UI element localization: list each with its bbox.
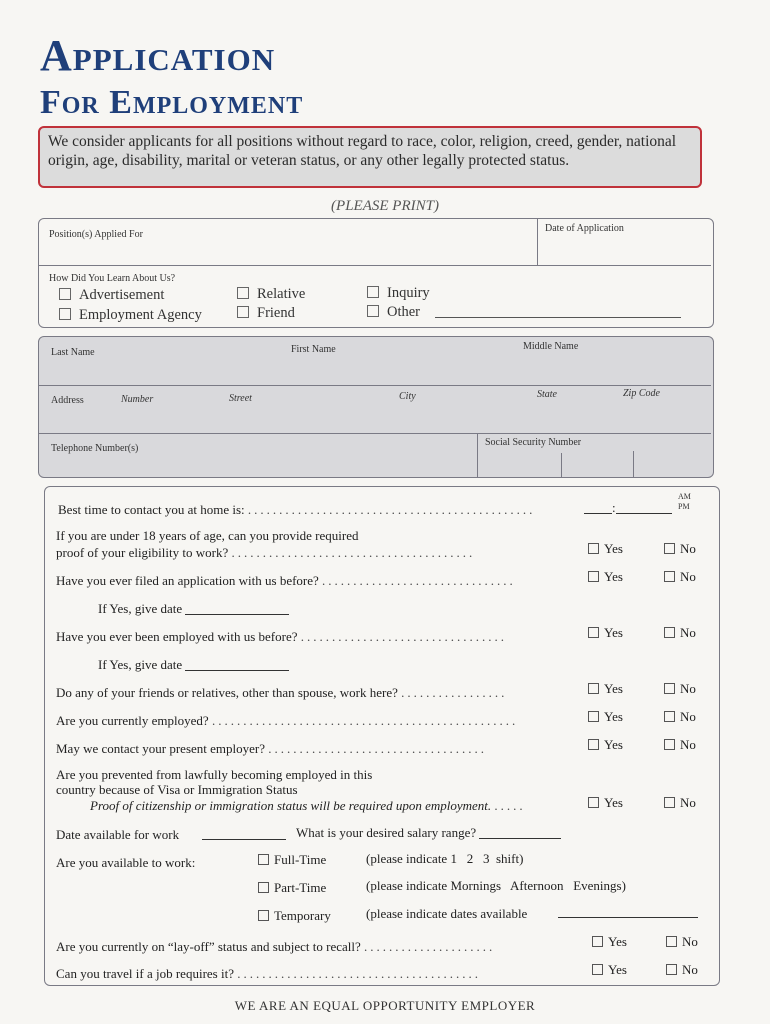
question-text: If Yes, give date [98,601,183,616]
address-number-label: Number [121,394,154,405]
checkbox-square [592,964,603,975]
checkbox-square [59,288,71,300]
layoff-question [56,939,495,955]
filed-before-yes[interactable] [588,569,623,585]
yes-label: Yes [604,625,623,640]
contact-employer-question [56,741,487,757]
minute-line [616,501,672,514]
checkbox-square [588,683,599,694]
yes-label: Yes [604,795,623,810]
checkbox-square [367,305,379,317]
checkbox-square [664,711,675,722]
question-text: What is your desired salary range? [296,825,477,840]
telephone-label: Telephone Number(s) [51,443,139,454]
personal-info-section [38,336,714,478]
date-line [558,905,698,918]
name-row-divider [39,385,711,386]
salary-range-question [296,825,561,841]
checkbox-label: Friend [257,305,295,321]
currently-employed-question [56,713,518,729]
temporary-checkbox[interactable] [258,908,331,924]
checkbox-inquiry[interactable] [367,285,430,302]
salary-line[interactable] [479,826,561,839]
checkbox-square [664,571,675,582]
checkbox-advertisement[interactable] [59,287,164,304]
no-label: No [680,681,696,696]
checkbox-square [588,627,599,638]
question-text: Are you currently employed? [56,713,209,728]
pm-label[interactable]: PM [678,502,690,511]
time-separator: : [612,500,616,515]
last-name-label: Last Name [51,347,95,358]
checkbox-square [367,286,379,298]
form-title-line1: Application [40,31,276,80]
under18-yes[interactable] [588,541,623,557]
position-applied-label: Position(s) Applied For [49,229,143,240]
available-to-work-question: Are you available to work: [56,855,196,870]
address-state-label: State [537,389,557,400]
layoff-no[interactable] [666,934,698,950]
travel-question [56,966,481,982]
employed-before-date[interactable] [98,657,289,673]
ssn-separator-1 [561,453,562,477]
leader-dots: ................................................. [211,713,519,728]
checkbox-square [59,308,71,320]
layoff-yes[interactable] [592,934,627,950]
question-text: Do any of your friends or relatives, other than spouse, work here? [56,685,398,700]
checkbox-other[interactable] [367,304,420,321]
friends-relatives-yes[interactable] [588,681,623,697]
under18-question-line2 [56,545,475,561]
leader-dots: .............................................. [247,502,536,517]
no-label: No [680,625,696,640]
no-label: No [680,737,696,752]
best-time-input[interactable] [584,500,672,516]
currently-employed-no[interactable] [664,709,696,725]
question-text: Proof of citizenship or immigration status will be required upon employment. [90,798,492,813]
address-city-label: City [399,391,416,402]
question-text: Can you travel if a job requires it? [56,966,234,981]
position-date-divider [537,219,538,265]
date-line [202,827,286,840]
checkbox-relative[interactable] [237,286,305,303]
checkbox-label: Relative [257,286,306,302]
leader-dots: ....................................... [237,966,481,981]
employed-before-no[interactable] [664,625,696,641]
prevented-no[interactable] [664,795,696,811]
leader-dots: ................................. [300,629,507,644]
no-label: No [680,795,696,810]
friends-relatives-question [56,685,507,701]
travel-yes[interactable] [592,962,627,978]
address-zip-label: Zip Code [623,388,660,399]
currently-employed-yes[interactable] [588,709,623,725]
under18-no[interactable] [664,541,696,557]
contact-employer-no[interactable] [664,737,696,753]
first-name-label: First Name [291,344,336,355]
form-title-line2: For Employment [40,84,304,121]
checkbox-square [664,683,675,694]
checkbox-square [588,797,599,808]
question-text: Best time to contact you at home is: [58,502,245,517]
checkbox-square [258,882,269,893]
leader-dots: ................................... [268,741,488,756]
checkbox-square [237,306,249,318]
full-time-note: (please indicate 1 2 3 shift) [366,851,524,866]
equal-opportunity-notice: We consider applicants for all positions without regard to race, color, religion, creed, gender, national origin, age, disability, marital or veteran status, or any other legally protected status. [38,126,702,188]
date-of-application-label: Date of Application [545,223,624,234]
employed-before-question [56,629,507,645]
checkbox-label: Other [387,304,421,320]
filed-before-date[interactable] [98,601,289,617]
checkbox-square [588,571,599,582]
option-label: Temporary [274,908,331,923]
checkbox-square [258,910,269,921]
question-text: May we contact your present employer? [56,741,266,756]
no-label: No [680,709,696,724]
leader-dots: ....................................... [231,545,476,560]
phone-ssn-divider [477,433,478,477]
ssn-separator-2 [633,451,634,477]
equal-opportunity-footer: WE ARE AN EQUAL OPPORTUNITY EMPLOYER [234,998,536,1013]
question-text: proof of your eligibility to work? [56,545,229,560]
leader-dots: ..... [494,798,526,813]
prevented-question-line2: country because of Visa or Immigration Status [56,782,298,797]
under18-question-line1: If you are under 18 years of age, can you provide required [56,528,359,543]
full-time-checkbox[interactable] [258,852,326,868]
temporary-dates-input[interactable] [558,904,698,920]
am-label[interactable]: AM [678,492,691,501]
yes-label: Yes [604,681,623,696]
hour-line [584,501,612,514]
yes-label: Yes [604,569,623,584]
no-label: No [682,962,698,977]
part-time-note: (please indicate Mornings Afternoon Evenings) [366,878,626,893]
question-text: Have you ever filed an application with us before? [56,573,319,588]
option-label: Part-Time [274,880,327,895]
yes-label: Yes [604,709,623,724]
temporary-note: (please indicate dates available [366,906,528,921]
option-label: Full-Time [274,852,327,867]
checkbox-square [664,627,675,638]
position-row-divider [39,265,711,266]
checkbox-employment-agency[interactable] [59,307,202,324]
checkbox-square [588,543,599,554]
checkbox-square [588,739,599,750]
no-label: No [682,934,698,949]
checkbox-label: Advertisement [79,287,165,303]
date-available-input[interactable] [202,826,286,842]
learn-about-us-label: How Did You Learn About Us? [49,273,176,284]
question-text: Have you ever been employed with us before? [56,629,298,644]
checkbox-square [664,543,675,554]
checkbox-square [592,936,603,947]
leader-dots: ..................... [364,939,496,954]
prevented-question-line1: Are you prevented from lawfully becoming employed in this [56,767,373,782]
checkbox-friend[interactable] [237,305,295,322]
yes-label: Yes [604,737,623,752]
checkbox-label: Employment Agency [79,307,202,323]
contact-employer-yes[interactable] [588,737,623,753]
date-line [185,658,289,671]
leader-dots: ................. [401,685,508,700]
yes-label: Yes [608,934,627,949]
friends-relatives-no[interactable] [664,681,696,697]
prevented-yes[interactable] [588,795,623,811]
travel-no[interactable] [666,962,698,978]
checkbox-square [666,936,677,947]
checkbox-square [258,854,269,865]
filed-before-no[interactable] [664,569,696,585]
position-section [38,218,714,328]
address-row-divider [39,433,711,434]
checkbox-square [666,964,677,975]
question-text: Date available for work [56,827,180,842]
yes-label: Yes [604,541,623,556]
please-print-instruction: (PLEASE PRINT) [331,198,439,214]
part-time-checkbox[interactable] [258,880,326,896]
employed-before-yes[interactable] [588,625,623,641]
checkbox-square [664,739,675,750]
question-text: Are you currently on “lay-off” status and subject to recall? [56,939,361,954]
question-text: If Yes, give date [98,657,183,672]
checkbox-label: Inquiry [387,285,430,301]
filed-before-question [56,573,516,589]
yes-label: Yes [608,962,627,977]
address-street-label: Street [229,393,252,404]
date-available-question [56,827,179,843]
checkbox-square [664,797,675,808]
prevented-question-line3 [90,798,526,814]
address-label: Address [51,395,84,406]
checkbox-square [588,711,599,722]
date-line [185,602,289,615]
no-label: No [680,541,696,556]
best-time-question [58,502,535,518]
checkbox-square [237,287,249,299]
no-label: No [680,569,696,584]
other-write-in-line[interactable] [435,317,681,318]
leader-dots: ............................... [322,573,516,588]
ssn-label: Social Security Number [485,437,582,448]
middle-name-label: Middle Name [523,341,579,352]
